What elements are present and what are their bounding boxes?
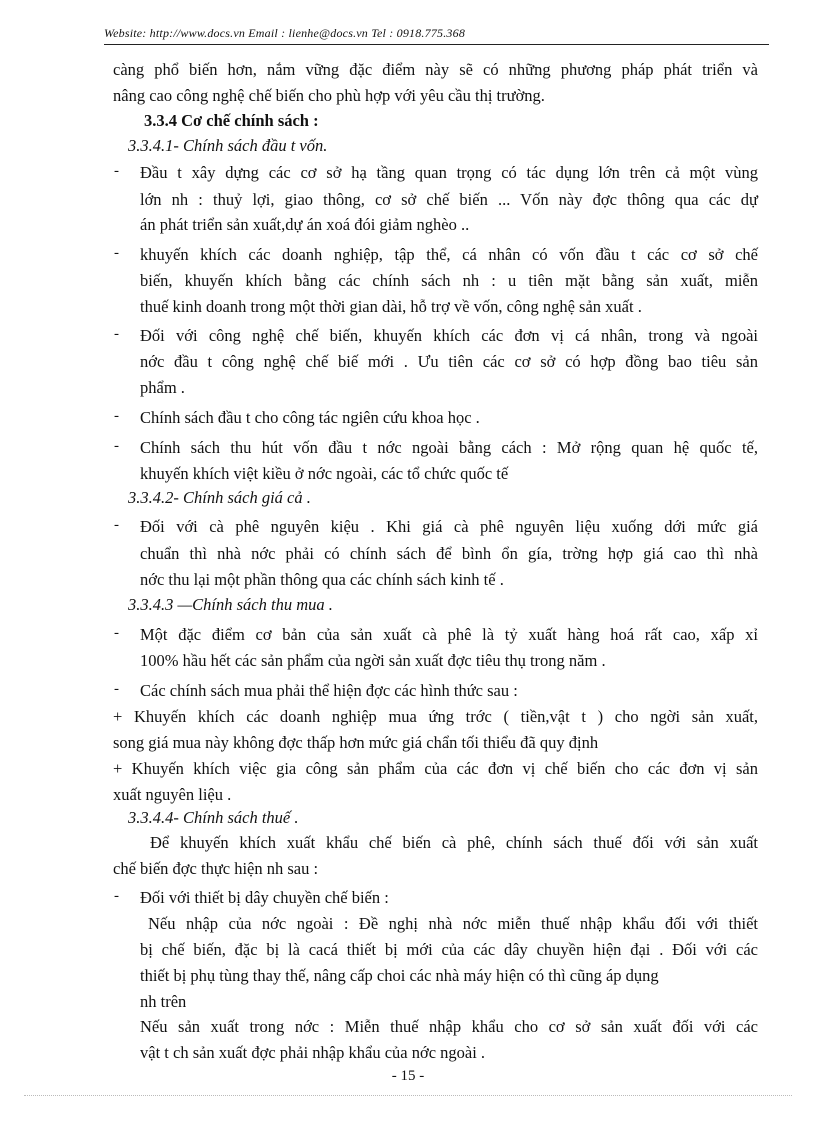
subsection-heading: 3.3.4.3 —Chính sách thu mua . xyxy=(128,595,333,614)
bottom-rule xyxy=(24,1095,792,1096)
bullet-dash: - xyxy=(114,681,119,697)
text-line: nớc đầu t công nghệ chế biế mới . Ưu tiên các cơ sở có hợp đồng bao tiêu sản xyxy=(140,352,758,371)
text-line: + Khuyến khích việc gia công sản phẩm của các đơn vị chế biến cho các đơn vị sản xyxy=(113,759,758,778)
bullet-dash: - xyxy=(114,888,119,904)
text-line: Một đặc điểm cơ bản của sản xuất cà phê là tỷ xuất hàng hoá rất cao, xấp xỉ xyxy=(140,625,758,644)
text-line: vật t ch sản xuất đợc phải nhập khẩu của nớc ngoài . xyxy=(140,1043,486,1062)
text-line: Đối với công nghệ chế biến, khuyến khích các đơn vị cá nhân, trong và ngoài xyxy=(140,326,758,345)
text-line: bị chế biến, đặc bị là cacá thiết bị mới của các dây chuyền hiện đại . Đối với các xyxy=(140,940,758,959)
text-line: Chính sách thu hút vốn đầu t nớc ngoài bằng cách : Mở rộng quan hệ quốc tế, xyxy=(140,438,758,457)
bullet-dash: - xyxy=(114,517,119,533)
text-line: biến, khuyến khích bằng các chính sách nh : u tiên mặt bằng sản xuất, miễn xyxy=(140,271,758,290)
text-line: xuất nguyên liệu . xyxy=(113,785,232,804)
text-line: chuẩn thì nhà nớc phải có chính sách để bình ổn gía, trờng hợp giá cao thì nhà xyxy=(140,544,758,563)
text-line: Đối với cà phê nguyên kiệu . Khi giá cà phê nguyên liệu xuống dới mức giá xyxy=(140,517,758,536)
text-line: càng phổ biến hơn, nắm vững đặc điểm này sẽ có những phương pháp phát triển và xyxy=(113,60,758,79)
bullet-dash: - xyxy=(114,625,119,641)
bullet-dash: - xyxy=(114,438,119,454)
text-line: án phát triển sản xuất,dự án xoá đói giảm nghèo .. xyxy=(140,215,470,234)
text-line: Nếu sản xuất trong nớc : Miễn thuế nhập khẩu cho cơ sở sản xuất đối với các xyxy=(140,1017,758,1036)
bullet-dash: - xyxy=(114,163,119,179)
text-line: Đầu t xây dựng các cơ sở hạ tầng quan trọng có tác dụng lớn trên cả một vùng xyxy=(140,163,758,182)
text-line: 100% hầu hết các sản phẩm của ngời sản xuất đợc tiêu thụ trong năm . xyxy=(140,651,606,670)
text-line: thiết bị phụ tùng thay thế, nâng cấp choi các nhà máy hiện có thì cũng áp dụng xyxy=(140,966,659,985)
bullet-dash: - xyxy=(114,245,119,261)
text-line: khuyến khích các doanh nghiệp, tập thể, cá nhân có vốn đầu t các cơ sở chế xyxy=(140,245,758,264)
text-line: nâng cao công nghệ chế biến cho phù hợp với yêu cầu thị trường. xyxy=(113,86,545,105)
text-line: Để khuyến khích xuất khẩu chế biến cà phê, chính sách thuế đối với sản xuất xyxy=(150,833,758,852)
section-heading: 3.3.4 Cơ chế chính sách : xyxy=(144,111,319,130)
page-number: - 15 - xyxy=(391,1068,425,1084)
text-line: song giá mua này không đợc thấp hơn mức giá chẩn tối thiểu đã quy định xyxy=(113,733,599,752)
subsection-heading: 3.3.4.1- Chính sách đầu t vốn. xyxy=(128,136,328,155)
text-line: + Khuyến khích các doanh nghiệp mua ứng trớc ( tiền,vật t ) cho ngời sản xuất, xyxy=(113,707,758,726)
text-line: khuyến khích việt kiều ở nớc ngoài, các tổ chức quốc tế xyxy=(140,464,509,483)
text-line: nớc thu lại một phần thông qua các chính sách kinh tế . xyxy=(140,570,504,589)
text-line: lớn nh : thuỷ lợi, giao thông, cơ sở chế biến ... Vốn này đợc thông qua các dự xyxy=(140,190,758,209)
text-line: Nếu nhập của nớc ngoài : Đề nghị nhà nớc miễn thuế nhập khẩu đối với thiết xyxy=(148,914,758,933)
text-line: phẩm . xyxy=(140,378,185,397)
page-header: Website: http://www.docs.vn Email : lienhe@docs.vn Tel : 0918.775.368 xyxy=(104,26,466,40)
subsection-heading: 3.3.4.2- Chính sách giá cả . xyxy=(128,488,311,507)
header-rule xyxy=(104,44,769,45)
text-line: thuế kinh doanh trong một thời gian dài, hỗ trợ về vốn, công nghệ sản xuất . xyxy=(140,297,642,316)
text-line: Các chính sách mua phải thể hiện đợc các hình thức sau : xyxy=(140,681,518,700)
text-line: nh trên xyxy=(140,992,187,1011)
bullet-dash: - xyxy=(114,326,119,342)
text-line: chế biến đợc thực hiện nh sau : xyxy=(113,859,319,878)
text-line: Chính sách đầu t cho công tác ngiên cứu khoa học . xyxy=(140,408,480,427)
bullet-dash: - xyxy=(114,408,119,424)
subsection-heading: 3.3.4.4- Chính sách thuế . xyxy=(128,808,299,827)
text-line: Đối với thiết bị dây chuyền chế biến : xyxy=(140,888,389,907)
